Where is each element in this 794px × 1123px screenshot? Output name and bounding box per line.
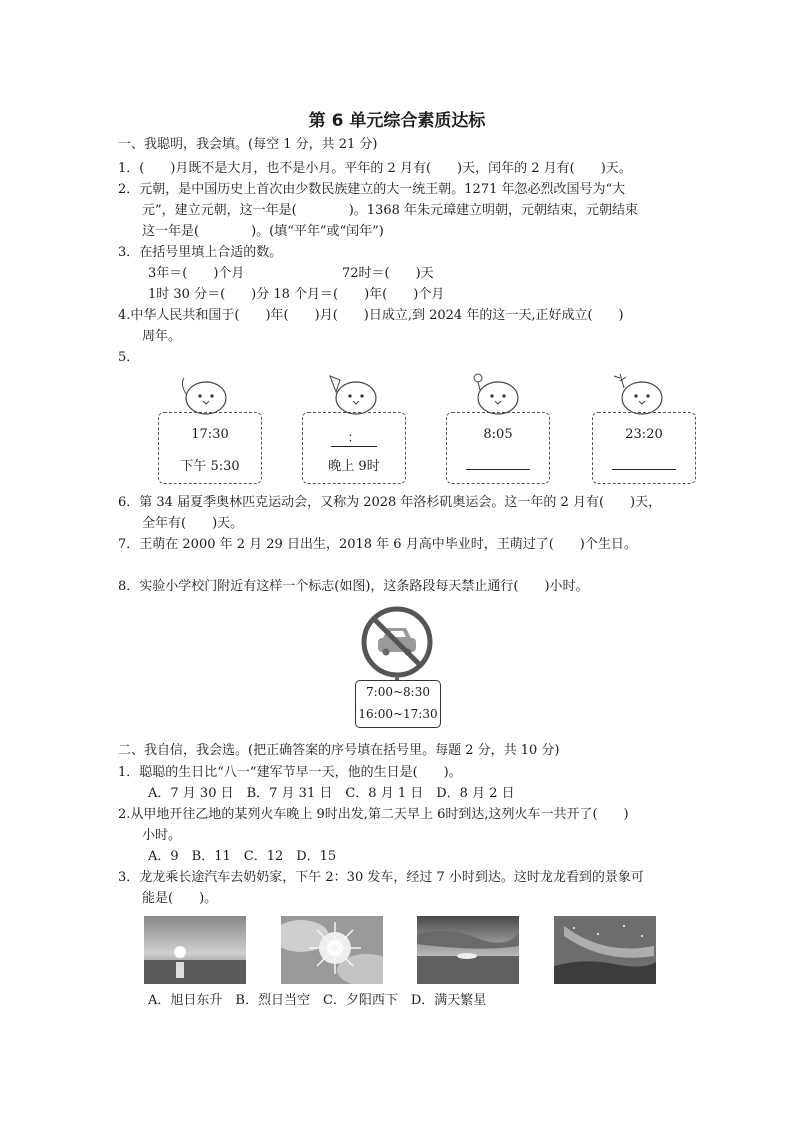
time-card-4 [592, 412, 696, 484]
time-card-1 [158, 412, 262, 484]
question-1-3-b: 72时＝( )天 [342, 266, 434, 281]
chick-illustration [466, 372, 526, 416]
question-1-6-line1: 6．第 34 届夏季奥林匹克运动会，又称为 2028 年洛杉矶奥运会。这一年的 2 月有( )天， [118, 495, 662, 510]
section2-heading: 二、我自信，我会选。(把正确答案的序号填在括号里。每题 2 分，共 10 分) [118, 743, 560, 758]
question-1-4-line2: 周年。 [142, 329, 182, 344]
question-1-2-line1: 2．元朝，是中国历史上首次由少数民族建立的大一统王朝。1271 年忽必烈改国号为“大 [118, 182, 626, 197]
sunset-photo [417, 916, 519, 984]
question-2-1-options: A．7 月 30 日 B．7 月 31 日 C．8 月 1 日 D．8 月 2 日 [148, 786, 515, 801]
question-1-3-c: 1时 30 分＝( )分 18 个月＝( )年( )个月 [148, 287, 445, 302]
time-24h-colon: ： [331, 427, 377, 447]
restriction-time-morning: 7:00~8:30 [366, 685, 430, 699]
question-2-3-line1: 3．龙龙乘长途汽车去奶奶家，下午 2：30 发车，经过 7 小时到达。这时龙龙看到的景象可 [118, 870, 644, 885]
time-card-2 [302, 412, 406, 484]
time-24h-blank [303, 427, 405, 447]
time-12h: 晚上 9时 [328, 459, 380, 474]
question-1-7: 7．王萌在 2000 年 2 月 29 日出生，2018 年 6 月高中毕业时，王萌过了( )个生日。 [118, 537, 637, 552]
time-24h: 8:05 [483, 427, 513, 442]
answer-blank [612, 455, 676, 470]
question-1-8: 8．实验小学校门附近有这样一个标志(如图)，这条路段每天禁止通行( )小时。 [118, 579, 589, 594]
time-24h: 17:30 [191, 427, 229, 442]
starry-night-photo [554, 916, 656, 984]
question-2-2-options: A．9 B．11 C．12 D．15 [148, 849, 337, 864]
chick-illustration [176, 372, 236, 416]
chick-illustration [324, 372, 384, 416]
chick-illustration [610, 372, 670, 416]
question-1-3: 3．在括号里填上合适的数。 [118, 245, 283, 260]
page-title: 第 6 单元综合素质达标 [308, 111, 486, 131]
question-2-2-line1: 2.从甲地开往乙地的某列火车晚上 9时出发,第二天早上 6时到达,这列火车一共开了( ) [118, 807, 629, 822]
no-vehicle-sign-icon [355, 604, 439, 680]
restriction-time-afternoon: 16:00~17:30 [358, 707, 438, 721]
time-24h: 23:20 [625, 427, 663, 442]
question-1-6-line2: 全年有( )天。 [142, 516, 244, 531]
question-1-5: 5． [118, 350, 140, 365]
midday-sun-photo [281, 916, 383, 984]
question-1-2-line2: 元”，建立元朝，这一年是( )。1368 年朱元璋建立明朝，元朝结束，元朝结束 [142, 203, 639, 218]
question-2-2-line2: 小时。 [142, 828, 182, 843]
question-1-2-line3: 这一年是( )。(填“平年”或“闰年”) [142, 224, 384, 239]
question-1-1: 1．( )月既不是大月，也不是小月。平年的 2 月有( )天，闰年的 2 月有( )天。 [118, 161, 632, 176]
answer-blank [466, 455, 530, 470]
time-12h-blank [447, 455, 549, 474]
restriction-time-panel [355, 680, 441, 728]
question-2-1: 1．聪聪的生日比“八一”建军节早一天，他的生日是( )。 [118, 765, 462, 780]
time-card-3 [446, 412, 550, 484]
question-2-3-line2: 能是( )。 [142, 891, 218, 906]
question-1-3-a: 3年＝( )个月 [148, 266, 245, 281]
section1-heading: 一、我聪明，我会填。(每空 1 分，共 21 分) [118, 137, 378, 152]
question-1-4-line1: 4.中华人民共和国于( )年( )月( )日成立,到 2024 年的这一天,正好成立( ) [118, 308, 624, 323]
sunrise-photo [144, 916, 246, 984]
time-12h-blank [593, 455, 695, 474]
time-12h: 下午 5:30 [180, 459, 240, 474]
question-2-3-options: A．旭日东升 B．烈日当空 C．夕阳西下 D．满天繁星 [148, 993, 487, 1008]
